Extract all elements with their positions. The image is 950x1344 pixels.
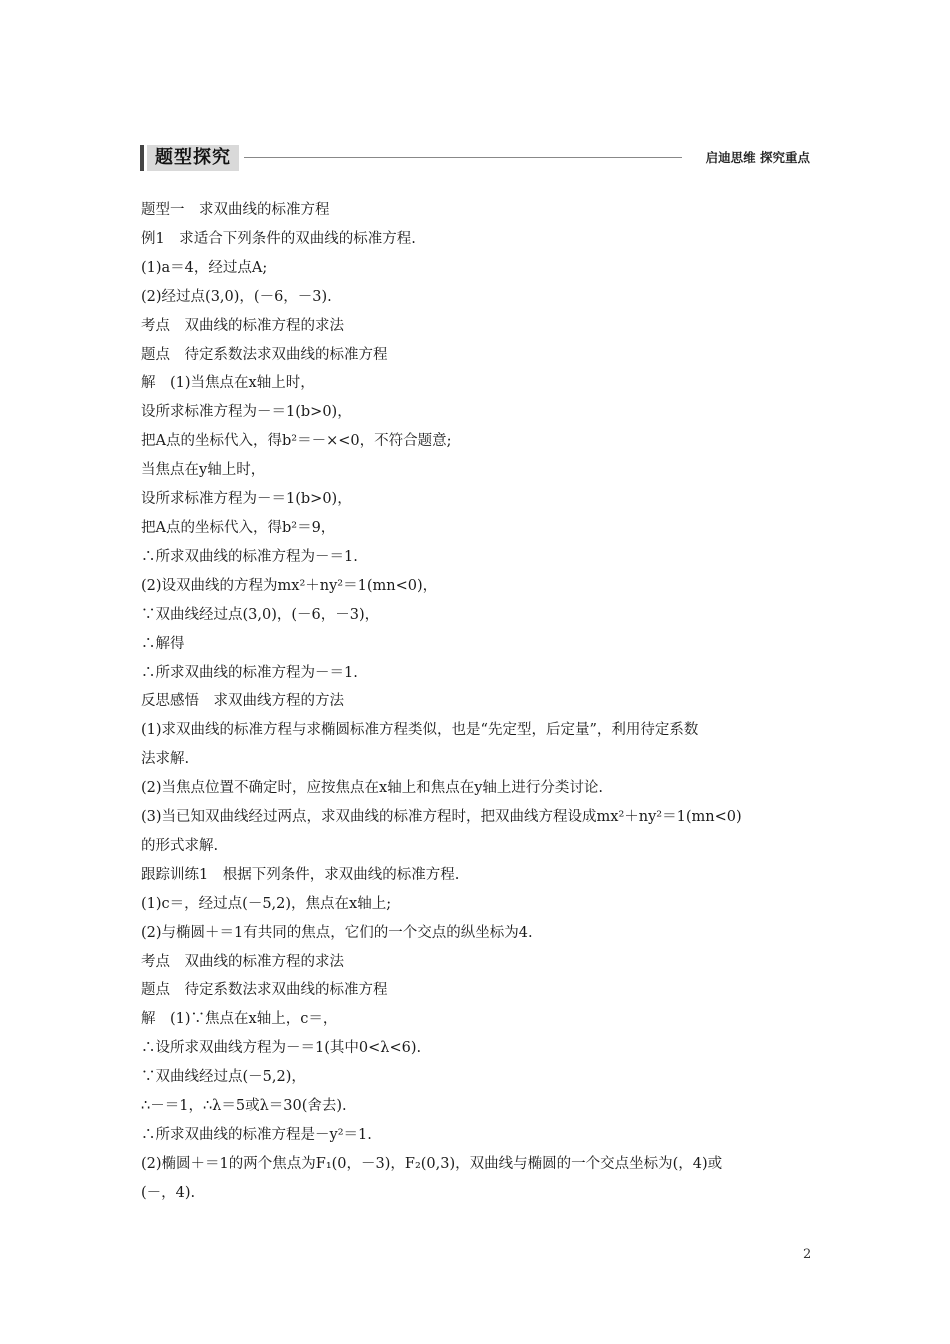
text-line: ∴所求双曲线的标准方程为－＝1. <box>141 664 358 681</box>
text-line: (2)当焦点位置不确定时，应按焦点在x轴上和焦点在y轴上进行分类讨论. <box>141 780 604 797</box>
text-line: 题型一 求双曲线的标准方程 <box>141 202 330 218</box>
header-rule <box>244 157 682 158</box>
text-line: ∴解得 <box>141 635 185 652</box>
text-line: 题点 待定系数法求双曲线的标准方程 <box>141 982 388 999</box>
text-line: 考点 双曲线的标准方程的求法 <box>141 953 344 970</box>
text-line: 解 (1)∵焦点在x轴上，c＝， <box>141 1011 338 1028</box>
text-line: (2)经过点(3,0)，(－6，－3). <box>141 288 332 305</box>
text-line: (2)设双曲线的方程为mx²＋ny²＝1(mn<0)， <box>141 577 438 594</box>
text-line: ∴所求双曲线的标准方程为－＝1. <box>141 548 358 565</box>
text-line: 例1 求适合下列条件的双曲线的标准方程. <box>141 230 416 247</box>
section-tagline: 启迪思维 探究重点 <box>705 150 810 165</box>
text-line: ∴所求双曲线的标准方程是－y²＝1. <box>141 1127 372 1143</box>
text-line: ∵双曲线经过点(3,0)，(－6，－3)， <box>141 606 380 623</box>
section-header <box>140 143 810 173</box>
text-line: (1)c＝，经过点(－5,2)，焦点在x轴上; <box>141 895 392 912</box>
header-accent-bar <box>140 145 144 171</box>
text-line: 考点 双曲线的标准方程的求法 <box>141 317 344 334</box>
text-line: (2)椭圆＋＝1的两个焦点为F₁(0，－3)，F₂(0,3)，双曲线与椭圆的一个交点坐标为(，4)或 <box>141 1155 723 1172</box>
text-line: (－，4). <box>141 1184 196 1201</box>
page-number: 2 <box>803 1247 812 1262</box>
text-line: 跟踪训练1 根据下列条件，求双曲线的标准方程. <box>141 866 460 883</box>
text-line: ∴－＝1，∴λ＝5或λ＝30(舍去). <box>141 1098 347 1115</box>
text-line: ∴设所求双曲线方程为－＝1(其中0<λ<6). <box>141 1040 422 1057</box>
text-line: (1)求双曲线的标准方程与求椭圆标准方程类似，也是“先定型，后定量”，利用待定系数 <box>141 722 699 739</box>
text-line: 把A点的坐标代入，得b²＝－×<0，不符合题意; <box>141 433 452 450</box>
text-line: (3)当已知双曲线经过两点，求双曲线的标准方程时，把双曲线方程设成mx²＋ny²＝1(mn<0) <box>141 809 742 826</box>
text-line: 法求解. <box>141 751 190 768</box>
text-line: 解 (1)当焦点在x轴上时， <box>141 375 315 392</box>
text-line: (1)a＝4，经过点A; <box>141 259 268 276</box>
text-line: 题点 待定系数法求双曲线的标准方程 <box>141 346 388 363</box>
text-line: 设所求标准方程为－＝1(b>0)， <box>141 404 352 421</box>
document-body <box>141 196 811 1208</box>
text-line: 把A点的坐标代入，得b²＝9， <box>141 519 336 536</box>
text-line: 的形式求解. <box>141 837 219 854</box>
text-line: ∵双曲线经过点(－5,2)， <box>141 1069 306 1086</box>
text-line: (2)与椭圆＋＝1有共同的焦点，它们的一个交点的纵坐标为4. <box>141 924 533 941</box>
text-line: 反思感悟 求双曲线方程的方法 <box>141 693 344 710</box>
section-title: 题型探究 <box>147 145 239 171</box>
text-line: 当焦点在y轴上时， <box>141 462 266 479</box>
text-line: 设所求标准方程为－＝1(b>0)， <box>141 491 352 508</box>
